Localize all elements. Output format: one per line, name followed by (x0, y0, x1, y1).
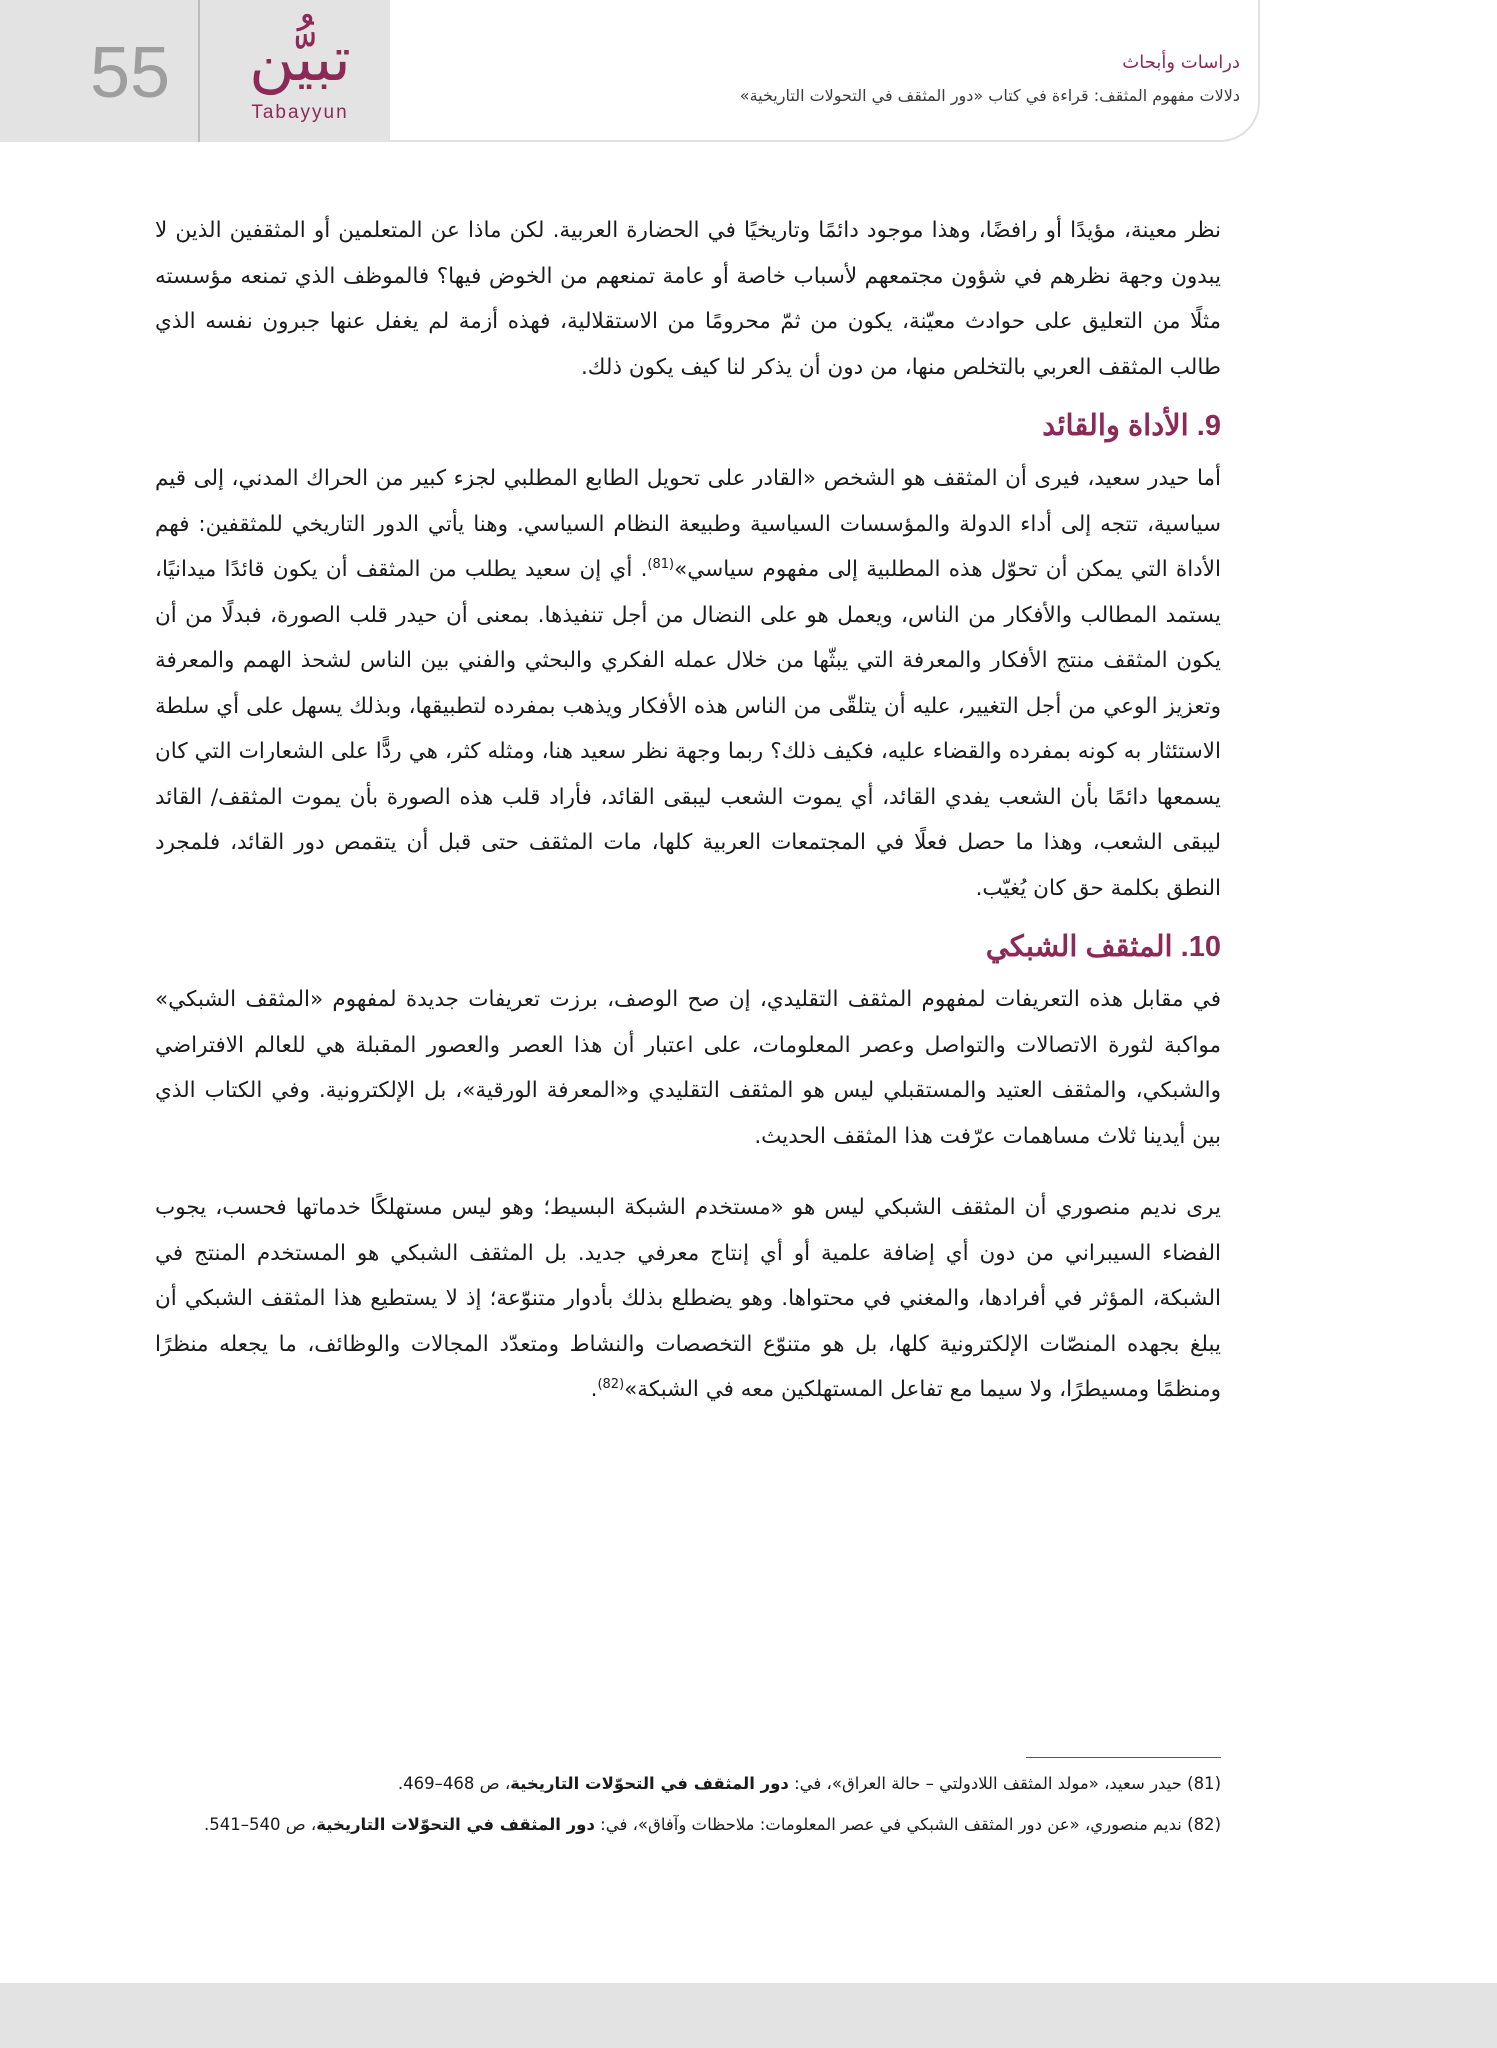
footnote-book-title: دور المثقف في التحوّلات التاريخية (316, 1815, 595, 1834)
page-number: 55 (89, 33, 171, 113)
footnote-ref-82[interactable]: (82) (597, 1376, 625, 1392)
header-blank-area (1260, 0, 1497, 142)
paragraph-intro: نظر معينة، مؤيدًا أو رافضًا، وهذا موجود دائمًا وتاريخيًا في الحضارة العربية. لكن ماذا عن المتعلمين أو المثقفين الذين لا يبدون وجهة نظرهم في شؤون مجتمعهم لأسباب خاصة أو عامة تمنعهم من الخوض فيها؟ فالموظف الذي تمنعه مؤسسته مثلًا من التعليق على حوادث معيّنة، يكون من ثمّ محرومًا من الاستقلالية، فهذه أزمة لم يغفل عنها جبرون نفسه الذي طالب المثقف العربي بالتخلص منها، من دون أن يذكر لنا كيف يكون ذلك. (155, 218, 1221, 380)
footnotes (155, 1768, 1221, 1850)
footnote-number: (82) (1187, 1815, 1221, 1834)
footnote-pages: ، ص 468–469. (397, 1774, 511, 1793)
header-left-panel (0, 0, 390, 142)
footer-band (0, 1983, 1497, 2048)
paragraph-10b-text: يرى نديم منصوري أن المثقف الشبكي ليس هو «مستخدم الشبكة البسيط؛ وهو ليس مستهلكًا خدماتها فحسب، يجوب الفضاء السيبراني من دون أي إضافة علمية أو أي إنتاج معرفي جديد. بل المثقف الشبكي هو المستخدم المنتج في الشبكة، المؤثر في أفرادها، والمغني في محتواها. وهو يضطلع بذلك بأدوار متنوّعة؛ إذ لا يستطيع هذا المثقف الشبكي أن يبلغ بجهده المنصّات الإلكترونية كلها، بل هو متنوّع التخصصات والنشاط ومتعدّد المجالات والوظائف، ما يجعله منظرًا ومنظمًا ومسيطرًا، ولا سيما مع تفاعل المستهلكين معه في الشبكة» (155, 1195, 1221, 1402)
logo-arabic-text: تبيُّن (249, 22, 351, 95)
footnote-ref-81[interactable]: (81) (647, 556, 675, 572)
paragraph-9-text-end: . أي إن سعيد يطلب من المثقف أن يكون قائدًا ميدانيًا، يستمد المطالب والأفكار من الناس، ويعمل هو على النضال من أجل تنفيذها. بمعنى أن حيدر قلب الصورة، فبدلًا من أن يكون المثقف منتج الأفكار والمعرفة التي يبثّها من خلال عمله الفكري والبحثي والفني بين الناس لشحذ الهمم والمعرفة وتعزيز الوعي من أجل التغيير، عليه أن يتلقّى من الناس هذه الأفكار ويذهب بمفرده لتطبيقها، وبذلك يسهل على أي سلطة الاستئثار به كونه بمفرده والقضاء عليه، فكيف ذلك؟ ربما وجهة نظر سعيد هنا، ومثله كثر، هي ردًّا على الشعارات التي كان يسمعها دائمًا بأن الشعب يفدي القائد، أي يموت الشعب ليبقى القائد، فأراد قلب هذه الصورة بأن يموت المثقف/ القائد ليبقى الشعب، وهذا ما حصل فعلًا في المجتمعات العربية كلها، مات المثقف حتى قبل أن يتقمص دور القائد، فلمجرد النطق بكلمة حق كان يُغيّب. (155, 557, 1221, 901)
footnote-text: نديم منصوري، «عن دور المثقف الشبكي في عصر المعلومات: ملاحظات وآفاق»، في: (594, 1815, 1182, 1834)
paragraph-section-10-b (155, 1185, 1221, 1413)
footnote-pages: ، ص 540–541. (203, 1815, 317, 1834)
article-running-title: دلالات مفهوم المثقف: قراءة في كتاب «دور المثقف في التحولات التاريخية» (739, 86, 1240, 105)
footnote-82 (155, 1809, 1221, 1840)
paragraph-section-9 (155, 456, 1221, 911)
footnote-number: (81) (1187, 1774, 1221, 1793)
running-header (390, 0, 1260, 142)
heading-section-9: 9. الأداة والقائد (1042, 410, 1221, 442)
footnote-81 (155, 1768, 1221, 1799)
footnote-book-title: دور المثقف في التحوّلات التاريخية (510, 1774, 789, 1793)
footnote-separator (1026, 1757, 1221, 1758)
paragraph-9-text-start: أما حيدر سعيد، فيرى أن المثقف هو الشخص «القادر على تحويل الطابع المطلبي لجزء كبير من الحراك المدني، إلى قيم سياسية، تتجه إلى أداء الدولة والمؤسسات السياسية وطبيعة النظام السياسي. وهنا يأتي الدور التاريخي للمثقفين: فهم الأداة التي يمكن أن تحوّل هذه المطلبية إلى مفهوم سياسي» (155, 466, 1221, 582)
article-body (155, 208, 1221, 1413)
section-label: دراسات وأبحاث (1122, 52, 1240, 73)
header-divider (198, 0, 200, 142)
paragraph-section-10-a: في مقابل هذه التعريفات لمفهوم المثقف التقليدي، إن صح الوصف، برزت تعريفات جديدة لمفهوم «المثقف الشبكي» مواكبة لثورة الاتصالات والتواصل وعصر المعلومات، على اعتبار أن هذا العصر والعصور المقبلة هي للعالم الافتراضي والشبكي، والمثقف العتيد والمستقبلي ليس هو المثقف التقليدي و«المعرفة الورقية»، بل الإلكترونية. وفي الكتاب الذي بين أيدينا ثلاث مساهمات عرّفت هذا المثقف الحديث. (155, 987, 1221, 1149)
footnote-text: حيدر سعيد، «مولد المثقف اللادولتي – حالة العراق»، في: (788, 1774, 1182, 1793)
logo-latin-text: Tabayyun (251, 102, 349, 123)
heading-section-10: 10. المثقف الشبكي (985, 931, 1221, 963)
journal-logo (212, 14, 388, 138)
paragraph-10b-end: . (590, 1377, 598, 1402)
